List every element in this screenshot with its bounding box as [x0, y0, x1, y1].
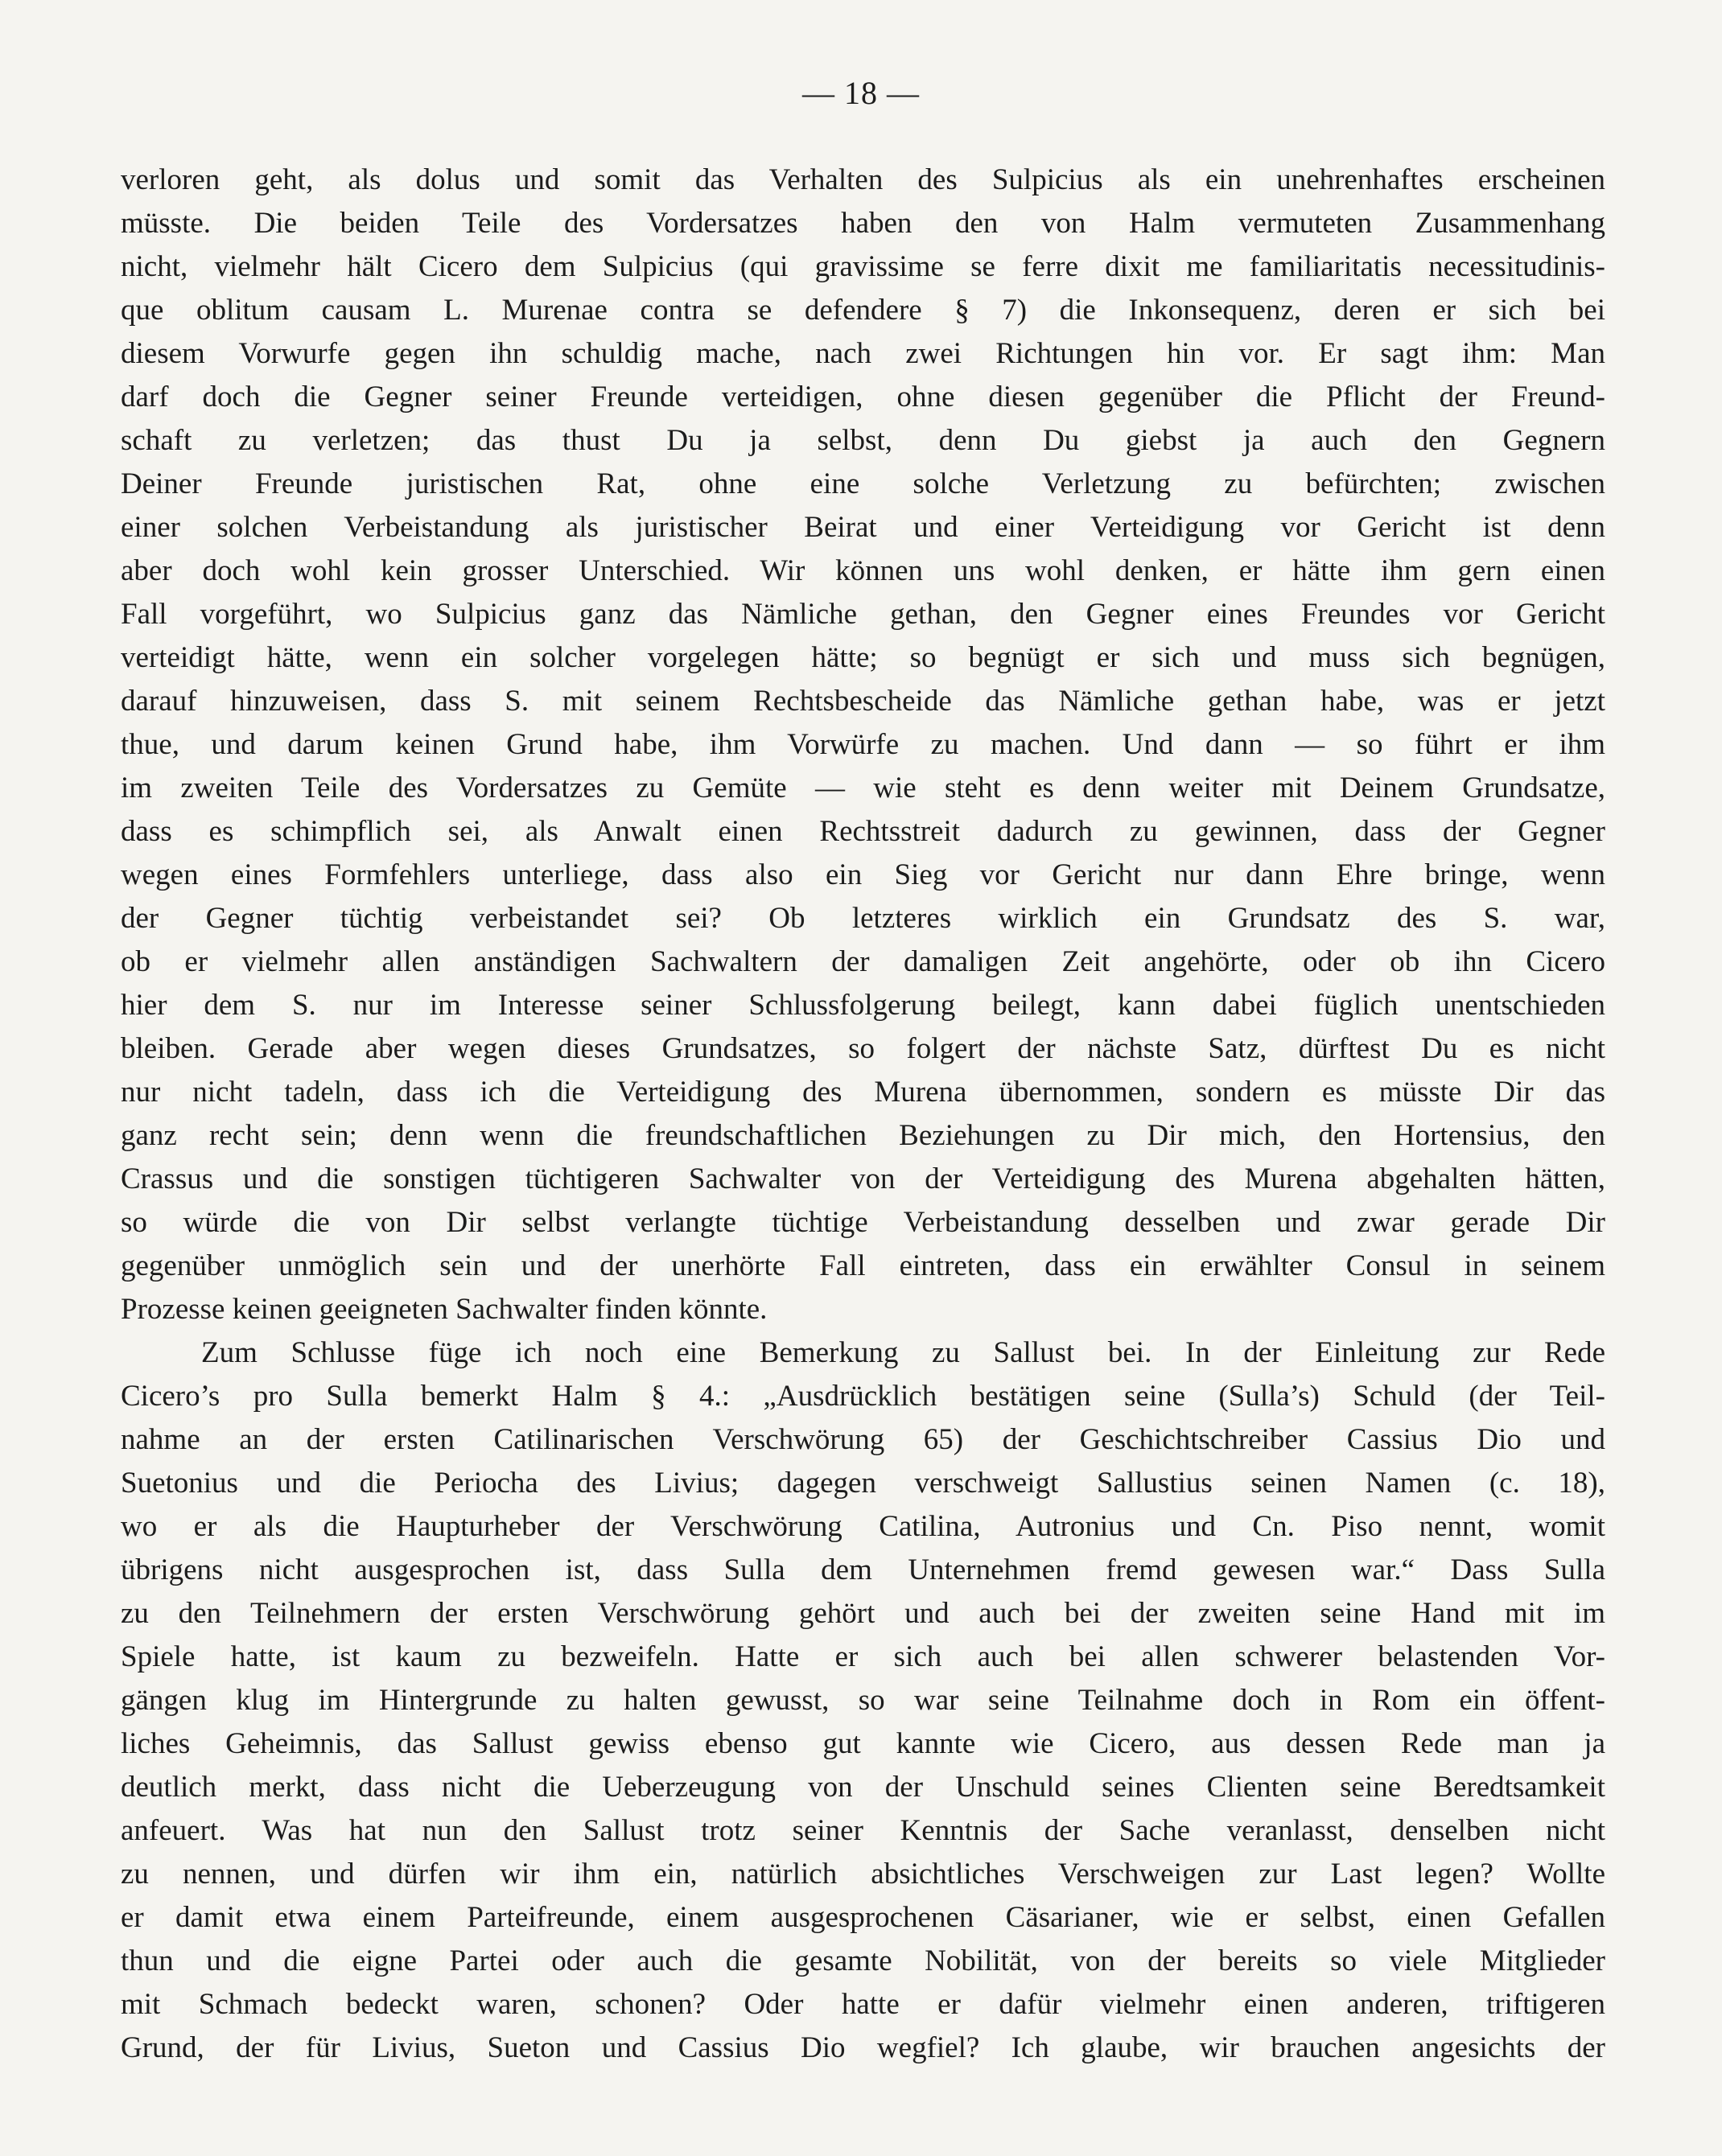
- paragraph-start-line: Zum Schlusse füge ich noch eine Bemerkung zu Sallust bei. In der Einleitung zur Rede: [201, 1336, 1605, 1369]
- text-line: ganz recht sein; denn wenn die freundschaftlichen Beziehungen zu Dir mich, den Hortensius, den: [121, 1119, 1605, 1152]
- text-line: Deiner Freunde juristischen Rat, ohne eine solche Verletzung zu befürchten; zwischen: [121, 467, 1605, 500]
- text-line: thun und die eigne Partei oder auch die gesamte Nobilität, von der bereits so viele Mitglieder: [121, 1944, 1605, 1977]
- text-line: übrigens nicht ausgesprochen ist, dass Sulla dem Unternehmen fremd gewesen war.“ Dass Sulla: [121, 1553, 1605, 1586]
- text-line: nur nicht tadeln, dass ich die Verteidigung des Murena übernommen, sondern es müsste Dir das: [121, 1076, 1605, 1109]
- text-line: gegenüber unmöglich sein und der unerhörte Fall eintreten, dass ein erwählter Consul in seinem: [121, 1249, 1605, 1282]
- text-line: bleiben. Gerade aber wegen dieses Grundsatzes, so folgert der nächste Satz, dürftest Du es nicht: [121, 1032, 1605, 1065]
- text-line: liches Geheimnis, das Sallust gewiss ebenso gut kannte wie Cicero, aus dessen Rede man ja: [121, 1727, 1605, 1760]
- text-line: darauf hinzuweisen, dass S. mit seinem Rechtsbescheide das Nämliche gethan habe, was er jetzt: [121, 685, 1605, 718]
- text-line: verloren geht, als dolus und somit das Verhalten des Sulpicius als ein unehrenhaftes erscheinen: [121, 163, 1605, 196]
- page-number: — 18 —: [802, 75, 920, 111]
- text-line: hier dem S. nur im Interesse seiner Schlussfolgerung beilegt, kann dabei füglich unentschieden: [121, 989, 1605, 1022]
- text-line: müsste. Die beiden Teile des Vordersatzes haben den von Halm vermuteten Zusammenhang: [121, 207, 1605, 240]
- text-line: einer solchen Verbeistandung als juristischer Beirat und einer Verteidigung vor Gericht ist denn: [121, 511, 1605, 544]
- text-line: zu nennen, und dürfen wir ihm ein, natürlich absichtliches Verschweigen zur Last legen? Wollte: [121, 1858, 1605, 1891]
- text-line: mit Schmach bedeckt waren, schonen? Oder hatte er dafür vielmehr einen anderen, triftigeren: [121, 1988, 1605, 2021]
- text-line: der Gegner tüchtig verbeistandet sei? Ob letzteres wirklich ein Grundsatz des S. war,: [121, 902, 1605, 935]
- text-line: gängen klug im Hintergrunde zu halten gewusst, so war seine Teilnahme doch in Rom ein öffent-: [121, 1684, 1605, 1717]
- text-line: nahme an der ersten Catilinarischen Verschwörung 65) der Geschichtschreiber Cassius Dio und: [121, 1423, 1605, 1456]
- text-line: deutlich merkt, dass nicht die Ueberzeugung von der Unschuld seines Clienten seine Beredtsamkeit: [121, 1771, 1605, 1804]
- text-line: anfeuert. Was hat nun den Sallust trotz seiner Kenntnis der Sache veranlasst, denselben nicht: [121, 1814, 1605, 1847]
- text-line: er damit etwa einem Parteifreunde, einem ausgesprochenen Cäsarianer, wie er selbst, einen Gefallen: [121, 1901, 1605, 1934]
- text-line: dass es schimpflich sei, als Anwalt einen Rechtsstreit dadurch zu gewinnen, dass der Gegner: [121, 815, 1605, 848]
- text-line: aber doch wohl kein grosser Unterschied. Wir können uns wohl denken, er hätte ihm gern einen: [121, 554, 1605, 587]
- text-line: zu den Teilnehmern der ersten Verschwörung gehört und auch bei der zweiten seine Hand mit im: [121, 1597, 1605, 1630]
- text-line: schaft zu verletzen; das thust Du ja selbst, denn Du giebst ja auch den Gegnern: [121, 424, 1605, 457]
- text-line: so würde die von Dir selbst verlangte tüchtige Verbeistandung desselben und zwar gerade Dir: [121, 1206, 1605, 1239]
- text-line: im zweiten Teile des Vordersatzes zu Gemüte — wie steht es denn weiter mit Deinem Grundsatze,: [121, 771, 1605, 804]
- text-line: nicht, vielmehr hält Cicero dem Sulpicius (qui gravissime se ferre dixit me familiaritatis necessitudinis-: [121, 250, 1605, 283]
- text-line: diesem Vorwurfe gegen ihn schuldig mache, nach zwei Richtungen hin vor. Er sagt ihm: Man: [121, 337, 1605, 370]
- text-line: thue, und darum keinen Grund habe, ihm Vorwürfe zu machen. Und dann — so führt er ihm: [121, 728, 1605, 761]
- text-line: Prozesse keinen geeigneten Sachwalter finden könnte.: [121, 1293, 768, 1326]
- body-text: [121, 158, 1605, 2070]
- text-line: wo er als die Haupturheber der Verschwörung Catilina, Autronius und Cn. Piso nennt, womit: [121, 1510, 1605, 1543]
- text-line: Spiele hatte, ist kaum zu bezweifeln. Hatte er sich auch bei allen schwerer belastenden Vor-: [121, 1640, 1605, 1673]
- text-line: Cicero’s pro Sulla bemerkt Halm § 4.: „Ausdrücklich bestätigen seine (Sulla’s) Schuld (der Teil-: [121, 1380, 1605, 1413]
- text-line: Suetonius und die Periocha des Livius; dagegen verschweigt Sallustius seinen Namen (c. 18),: [121, 1467, 1605, 1500]
- text-line: Crassus und die sonstigen tüchtigeren Sachwalter von der Verteidigung des Murena abgehalten hätten,: [121, 1162, 1605, 1195]
- text-line: Grund, der für Livius, Sueton und Cassius Dio wegfiel? Ich glaube, wir brauchen angesichts der: [121, 2031, 1605, 2064]
- text-line: que oblitum causam L. Murenae contra se defendere § 7) die Inkonsequenz, deren er sich bei: [121, 294, 1605, 327]
- text-line: darf doch die Gegner seiner Freunde verteidigen, ohne diesen gegenüber die Pflicht der Freund-: [121, 381, 1605, 414]
- text-line: verteidigt hätte, wenn ein solcher vorgelegen hätte; so begnügt er sich und muss sich begnügen,: [121, 641, 1605, 674]
- text-line: Fall vorgeführt, wo Sulpicius ganz das Nämliche gethan, den Gegner eines Freundes vor Gericht: [121, 598, 1605, 631]
- text-line: ob er vielmehr allen anständigen Sachwaltern der damaligen Zeit angehörte, oder ob ihn Cicero: [121, 945, 1605, 978]
- text-line: wegen eines Formfehlers unterliege, dass also ein Sieg vor Gericht nur dann Ehre bringe, wenn: [121, 858, 1605, 891]
